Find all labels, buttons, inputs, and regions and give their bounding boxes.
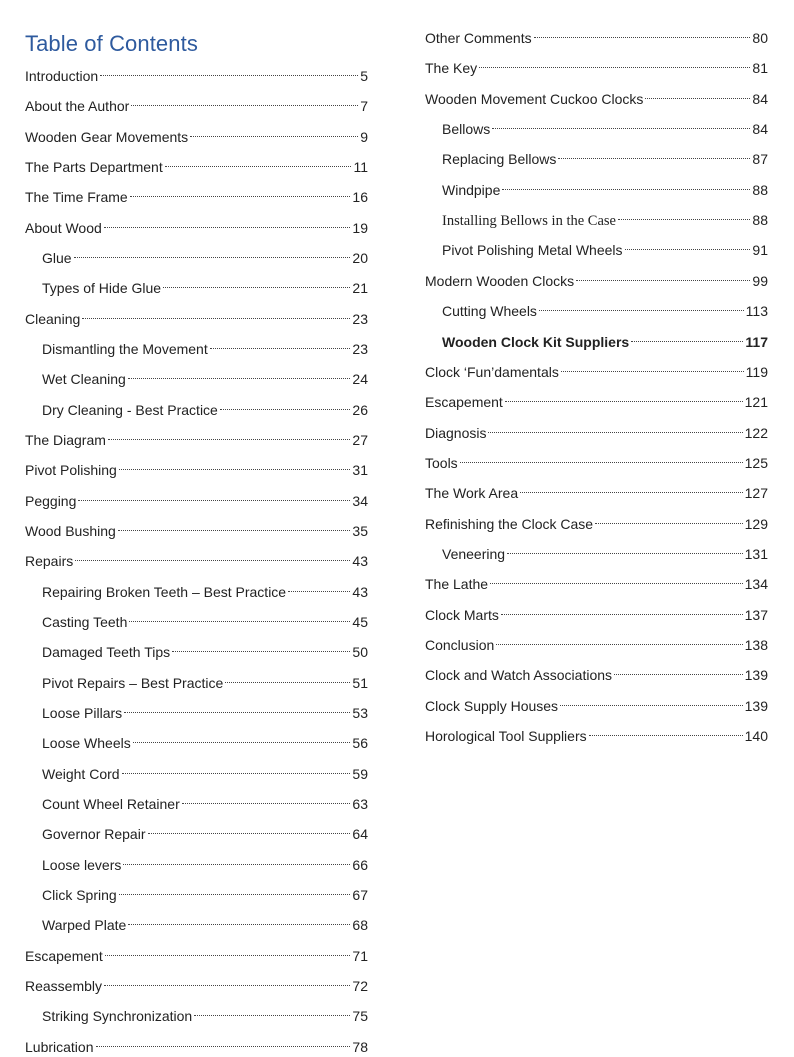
dot-leader bbox=[625, 235, 751, 255]
toc-entry-label: Horological Tool Suppliers bbox=[425, 728, 587, 745]
toc-entry-label: Dismantling the Movement bbox=[42, 340, 208, 357]
toc-entry[interactable] bbox=[42, 395, 368, 418]
toc-entry-page-number: 5 bbox=[360, 68, 368, 84]
toc-entry-page-number: 64 bbox=[352, 826, 368, 843]
dot-leader bbox=[561, 357, 744, 377]
toc-entry-page-number: 139 bbox=[744, 697, 768, 714]
toc-entry[interactable] bbox=[25, 455, 368, 479]
toc-entry-page-number: 66 bbox=[352, 856, 368, 873]
toc-entry[interactable] bbox=[25, 213, 368, 236]
toc-entry[interactable] bbox=[425, 23, 768, 46]
dot-leader bbox=[488, 418, 742, 438]
toc-entry[interactable] bbox=[42, 364, 368, 388]
toc-entry[interactable] bbox=[42, 607, 368, 630]
toc-entry[interactable] bbox=[442, 205, 768, 230]
toc-entry-label: Loose Wheels bbox=[42, 735, 131, 752]
dot-leader bbox=[128, 910, 350, 930]
dot-leader bbox=[131, 91, 358, 111]
toc-entry-label: Replacing Bellows bbox=[442, 151, 557, 168]
dot-leader bbox=[614, 660, 743, 680]
dot-leader bbox=[182, 789, 351, 809]
toc-entry-page-number: 24 bbox=[352, 371, 368, 388]
toc-entry-page-number: 31 bbox=[352, 462, 368, 479]
dot-leader bbox=[96, 1032, 351, 1052]
dot-leader bbox=[618, 205, 750, 225]
dot-leader bbox=[558, 144, 750, 164]
dot-leader bbox=[104, 213, 351, 233]
toc-entry-page-number: 121 bbox=[744, 394, 768, 411]
toc-entry[interactable] bbox=[42, 668, 368, 691]
toc-entry-page-number: 129 bbox=[744, 515, 768, 532]
toc-entry-label: The Time Frame bbox=[25, 189, 128, 206]
dot-leader bbox=[123, 850, 350, 870]
toc-entry-page-number: 51 bbox=[352, 674, 368, 691]
toc-entry[interactable] bbox=[42, 1001, 368, 1025]
toc-entry[interactable] bbox=[25, 941, 368, 964]
toc-entry-label: The Key bbox=[425, 60, 478, 77]
toc-entry[interactable] bbox=[442, 114, 768, 138]
dot-leader bbox=[220, 395, 351, 415]
dot-leader bbox=[645, 84, 750, 104]
dot-leader bbox=[190, 122, 358, 142]
dot-leader bbox=[165, 152, 352, 172]
toc-entry-page-number: 84 bbox=[752, 121, 768, 138]
dot-leader bbox=[108, 425, 351, 445]
toc-entry-label: Lubrication bbox=[25, 1038, 94, 1055]
dot-leader bbox=[534, 23, 751, 43]
dot-leader bbox=[128, 364, 351, 384]
toc-entry[interactable] bbox=[42, 273, 368, 297]
toc-entry[interactable] bbox=[425, 630, 768, 653]
toc-entry-page-number: 16 bbox=[352, 189, 368, 206]
toc-entry-page-number: 131 bbox=[744, 545, 768, 562]
dot-leader bbox=[75, 546, 350, 566]
toc-entry[interactable] bbox=[25, 486, 368, 509]
toc-entry-page-number: 68 bbox=[352, 917, 368, 934]
toc-entry-page-number: 21 bbox=[352, 280, 368, 297]
toc-entry-label: Cutting Wheels bbox=[442, 303, 537, 320]
dot-leader bbox=[225, 668, 350, 688]
toc-entry-label: Diagnosis bbox=[425, 424, 487, 441]
toc-entry[interactable] bbox=[25, 304, 368, 327]
toc-entry-label: Loose levers bbox=[42, 856, 122, 873]
toc-entry-label: Introduction bbox=[25, 68, 99, 84]
toc-entry[interactable] bbox=[442, 539, 768, 562]
toc-entry[interactable] bbox=[442, 175, 768, 198]
toc-entry-label: About the Author bbox=[25, 98, 130, 115]
dot-leader bbox=[129, 607, 350, 627]
toc-entry-page-number: 43 bbox=[352, 583, 368, 600]
dot-leader bbox=[502, 175, 750, 195]
toc-entry-page-number: 117 bbox=[745, 333, 768, 350]
dot-leader bbox=[100, 61, 358, 81]
toc-entry-label: Tools bbox=[425, 454, 458, 471]
toc-entry-label: Pivot Repairs – Best Practice bbox=[42, 674, 224, 691]
toc-entry-label: Loose Pillars bbox=[42, 704, 123, 721]
toc-entry-label: Dry Cleaning - Best Practice bbox=[42, 401, 218, 418]
dot-leader bbox=[496, 630, 742, 650]
dot-leader bbox=[82, 304, 350, 324]
toc-entry[interactable] bbox=[42, 637, 368, 661]
toc-entry-label: Clock and Watch Associations bbox=[425, 667, 613, 684]
toc-entry-label: Refinishing the Clock Case bbox=[425, 515, 594, 532]
toc-entry-page-number: 43 bbox=[352, 553, 368, 570]
toc-entry-label: The Lathe bbox=[425, 576, 489, 593]
toc-entry[interactable] bbox=[425, 660, 768, 684]
toc-entry-page-number: 113 bbox=[745, 303, 768, 320]
toc-entry[interactable] bbox=[25, 971, 368, 994]
toc-entry-label: The Parts Department bbox=[25, 158, 163, 175]
toc-entry[interactable] bbox=[425, 721, 768, 745]
toc-entry-label: Count Wheel Retainer bbox=[42, 795, 180, 812]
toc-entry-page-number: 71 bbox=[352, 947, 368, 964]
dot-leader bbox=[119, 880, 351, 900]
dot-leader bbox=[104, 971, 350, 991]
toc-entry-label: Conclusion bbox=[425, 637, 495, 653]
toc-entry[interactable] bbox=[42, 910, 368, 934]
dot-leader bbox=[576, 266, 750, 286]
toc-entry[interactable] bbox=[442, 144, 768, 168]
toc-entry-label: Clock Marts bbox=[425, 606, 499, 623]
toc-entry-label: The Diagram bbox=[25, 431, 106, 448]
toc-entry[interactable] bbox=[25, 61, 368, 84]
toc-entry[interactable] bbox=[425, 357, 768, 380]
toc-entry-label: The Work Area bbox=[425, 485, 519, 502]
toc-entry[interactable] bbox=[42, 789, 368, 812]
dot-leader bbox=[501, 600, 743, 620]
dot-leader bbox=[78, 486, 350, 506]
toc-entry[interactable] bbox=[425, 387, 768, 411]
toc-entry-label: Other Comments bbox=[425, 30, 532, 46]
toc-entry-page-number: 78 bbox=[352, 1038, 368, 1055]
toc-entry-page-number: 45 bbox=[352, 613, 368, 630]
toc-entry[interactable] bbox=[25, 516, 368, 539]
toc-entry-page-number: 99 bbox=[752, 272, 768, 289]
toc-entry-label: Wooden Clock Kit Suppliers bbox=[442, 333, 630, 350]
dot-leader bbox=[130, 182, 351, 202]
dot-leader bbox=[589, 721, 743, 741]
toc-entry[interactable] bbox=[42, 698, 368, 721]
toc-entry-label: Installing Bellows in the Case bbox=[442, 213, 616, 230]
toc-entry-label: Pivot Polishing Metal Wheels bbox=[442, 242, 623, 259]
toc-entry-page-number: 140 bbox=[744, 728, 768, 745]
toc-entry[interactable] bbox=[442, 327, 768, 350]
toc-entry-page-number: 11 bbox=[353, 158, 368, 175]
toc-entry-page-number: 119 bbox=[745, 363, 768, 380]
toc-entry-page-number: 23 bbox=[352, 310, 368, 327]
toc-entry[interactable] bbox=[25, 122, 368, 145]
toc-entry-label: Governor Repair bbox=[42, 826, 146, 843]
dot-leader bbox=[148, 819, 351, 839]
toc-entry[interactable] bbox=[25, 91, 368, 115]
page-title: Table of Contents bbox=[25, 31, 198, 56]
toc-entry[interactable] bbox=[442, 235, 768, 259]
toc-entry-label: Clock Supply Houses bbox=[425, 697, 559, 714]
toc-entry[interactable] bbox=[42, 243, 368, 266]
dot-leader bbox=[460, 448, 743, 468]
toc-entry-label: Types of Hide Glue bbox=[42, 280, 162, 297]
toc-entry-label: Repairing Broken Teeth – Best Practice bbox=[42, 583, 287, 600]
toc-entry[interactable] bbox=[25, 152, 368, 175]
toc-entry-page-number: 88 bbox=[752, 212, 768, 229]
dot-leader bbox=[505, 387, 743, 407]
dot-leader bbox=[210, 334, 351, 354]
dot-leader bbox=[133, 728, 351, 748]
toc-entry-page-number: 127 bbox=[744, 485, 768, 502]
toc-entry-label: Cleaning bbox=[25, 310, 81, 327]
toc-entry-page-number: 81 bbox=[752, 60, 768, 77]
toc-entry[interactable] bbox=[42, 850, 368, 873]
toc-entry-label: About Wood bbox=[25, 219, 102, 236]
toc-entry-page-number: 91 bbox=[752, 242, 768, 259]
toc-entry-page-number: 9 bbox=[360, 128, 368, 145]
toc-entry[interactable] bbox=[25, 182, 368, 206]
toc-entry-page-number: 56 bbox=[352, 735, 368, 752]
toc-entry-label: Click Spring bbox=[42, 886, 117, 903]
toc-entry[interactable] bbox=[25, 546, 368, 570]
dot-leader bbox=[74, 243, 351, 263]
toc-entry-page-number: 84 bbox=[752, 90, 768, 107]
dot-leader bbox=[124, 698, 350, 718]
dot-leader bbox=[492, 114, 750, 134]
toc-entry[interactable] bbox=[425, 448, 768, 471]
toc-entry-page-number: 26 bbox=[352, 401, 368, 418]
toc-entry-page-number: 53 bbox=[352, 704, 368, 721]
toc-entry-label: Striking Synchronization bbox=[42, 1008, 193, 1025]
toc-entry[interactable] bbox=[42, 577, 368, 600]
toc-entry[interactable] bbox=[442, 296, 768, 320]
toc-entry-label: Reassembly bbox=[25, 977, 103, 994]
toc-entry-page-number: 35 bbox=[352, 522, 368, 539]
toc-entry-page-number: 34 bbox=[352, 492, 368, 509]
toc-entry-page-number: 134 bbox=[744, 576, 768, 593]
toc-entry[interactable] bbox=[425, 53, 768, 77]
toc-entry[interactable] bbox=[25, 1032, 368, 1055]
toc-entry-page-number: 88 bbox=[752, 181, 768, 198]
toc-entry-page-number: 63 bbox=[352, 795, 368, 812]
toc-entry-label: Repairs bbox=[25, 553, 74, 570]
toc-entry-page-number: 23 bbox=[352, 340, 368, 357]
toc-entry-label: Escapement bbox=[25, 947, 103, 964]
toc-entry[interactable] bbox=[425, 600, 768, 623]
dot-leader bbox=[118, 516, 351, 536]
toc-entry-page-number: 50 bbox=[352, 644, 368, 661]
toc-entry-page-number: 27 bbox=[352, 431, 368, 448]
toc-entry-page-number: 122 bbox=[744, 424, 768, 441]
dot-leader bbox=[520, 478, 743, 498]
dot-leader bbox=[595, 509, 743, 529]
dot-leader bbox=[163, 273, 350, 293]
toc-entry[interactable] bbox=[425, 509, 768, 532]
toc-entry-page-number: 80 bbox=[752, 30, 768, 46]
dot-leader bbox=[507, 539, 743, 559]
toc-entry-label: Wooden Movement Cuckoo Clocks bbox=[425, 90, 644, 107]
toc-entry-label: Bellows bbox=[442, 121, 491, 138]
toc-entry-label: Clock ‘Fun’damentals bbox=[425, 363, 559, 380]
toc-entry-page-number: 138 bbox=[744, 637, 768, 653]
dot-leader bbox=[560, 691, 743, 711]
toc-entry-label: Weight Cord bbox=[42, 765, 120, 782]
toc-entry-label: Casting Teeth bbox=[42, 613, 128, 630]
toc-entry-page-number: 72 bbox=[352, 977, 368, 994]
toc-entry[interactable] bbox=[425, 569, 768, 593]
dot-leader bbox=[119, 455, 351, 475]
toc-entry[interactable] bbox=[425, 418, 768, 441]
toc-entry-page-number: 59 bbox=[352, 765, 368, 782]
toc-entry-label: Wooden Gear Movements bbox=[25, 128, 189, 145]
toc-entry-label: Glue bbox=[42, 249, 72, 266]
toc-entry-label: Pegging bbox=[25, 492, 77, 509]
toc-entry[interactable] bbox=[42, 880, 368, 903]
toc-entry[interactable] bbox=[425, 691, 768, 714]
dot-leader bbox=[631, 327, 743, 347]
toc-entry[interactable] bbox=[425, 84, 768, 107]
toc-entry[interactable] bbox=[42, 819, 368, 843]
toc-entry-page-number: 137 bbox=[744, 606, 768, 623]
dot-leader bbox=[479, 53, 750, 73]
toc-entry-label: Damaged Teeth Tips bbox=[42, 644, 171, 661]
toc-entry[interactable] bbox=[42, 759, 368, 782]
toc-entry-page-number: 19 bbox=[352, 219, 368, 236]
toc-entry-label: Escapement bbox=[425, 394, 503, 411]
toc-entry[interactable] bbox=[425, 478, 768, 502]
toc-entry-label: Windpipe bbox=[442, 181, 501, 198]
dot-leader bbox=[194, 1001, 350, 1021]
dot-leader bbox=[288, 577, 350, 597]
dot-leader bbox=[172, 637, 350, 657]
toc-entry-label: Wet Cleaning bbox=[42, 371, 126, 388]
toc-entry-page-number: 125 bbox=[744, 454, 768, 471]
toc-entry-label: Modern Wooden Clocks bbox=[425, 272, 575, 289]
dot-leader bbox=[539, 296, 744, 316]
toc-entry-page-number: 75 bbox=[352, 1008, 368, 1025]
toc-entry-page-number: 7 bbox=[360, 98, 368, 115]
toc-entry-label: Wood Bushing bbox=[25, 522, 116, 539]
toc-entry[interactable] bbox=[425, 266, 768, 289]
toc-entry[interactable] bbox=[25, 425, 368, 448]
toc-entry-label: Pivot Polishing bbox=[25, 462, 117, 479]
dot-leader bbox=[122, 759, 351, 779]
toc-entry-page-number: 20 bbox=[352, 249, 368, 266]
toc-entry-page-number: 139 bbox=[744, 667, 768, 684]
dot-leader bbox=[105, 941, 351, 961]
toc-entry-label: Warped Plate bbox=[42, 917, 127, 934]
toc-entry-label: Veneering bbox=[442, 545, 506, 562]
toc-entry-page-number: 87 bbox=[752, 151, 768, 168]
toc-entry-page-number: 67 bbox=[352, 886, 368, 903]
toc-entry[interactable] bbox=[42, 334, 368, 357]
dot-leader bbox=[490, 569, 743, 589]
toc-entry[interactable] bbox=[42, 728, 368, 752]
